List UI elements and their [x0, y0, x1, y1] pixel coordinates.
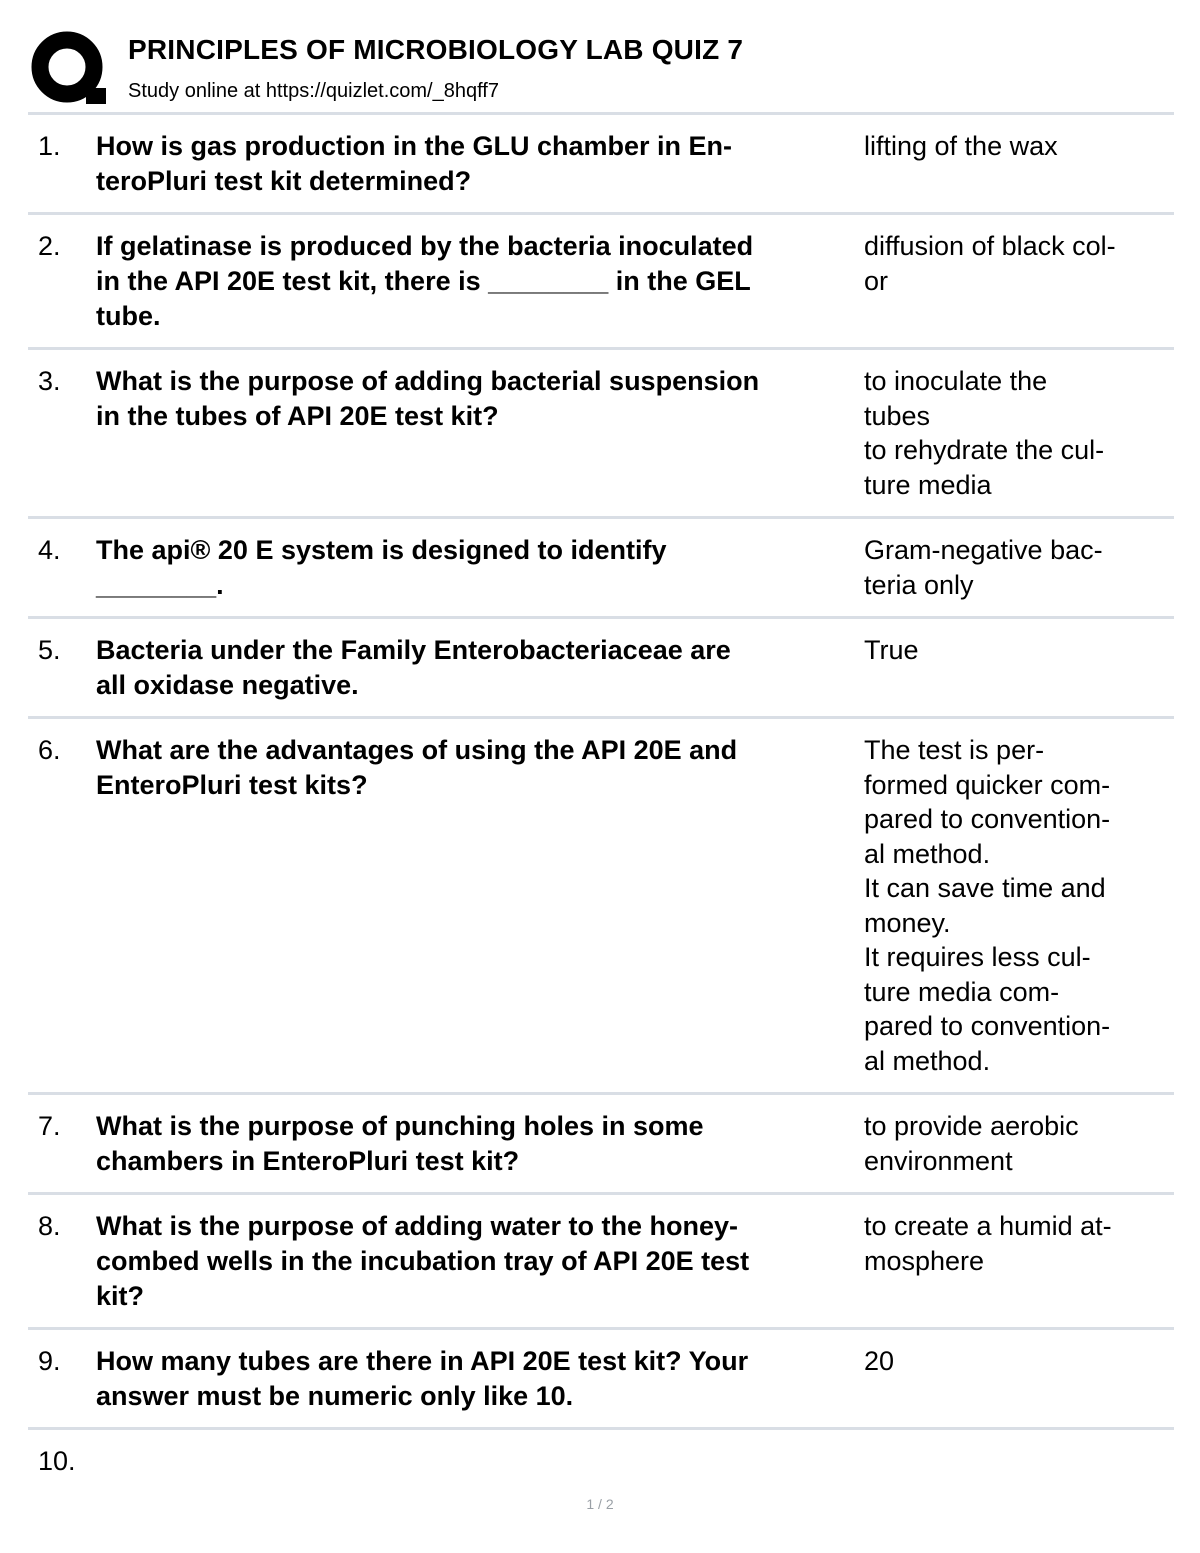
- answer-text: [864, 733, 1164, 1078]
- question-line: The api® 20 E system is designed to identify: [96, 535, 667, 565]
- question-text: [96, 633, 856, 703]
- answer-line: pared to convention-: [864, 1011, 1111, 1041]
- answer-line: It requires less cul-: [864, 942, 1091, 972]
- question-number: 7.: [38, 1111, 61, 1141]
- answer-line: al method.: [864, 1045, 991, 1076]
- answer-line: environment: [864, 1145, 1013, 1176]
- answer-line: to provide aerobic: [864, 1111, 1079, 1141]
- qa-row: [28, 516, 1174, 616]
- answer-line: diffusion of black col-: [864, 231, 1116, 261]
- answer-line: formed quicker com-: [864, 769, 1111, 800]
- question-line: What are the advantages of using the API 20E and: [96, 735, 738, 765]
- question-line: ________.: [96, 570, 224, 600]
- answer-text: [864, 129, 1164, 164]
- answer-text: [864, 364, 1164, 502]
- answer-line: ture media com-: [864, 976, 1060, 1007]
- question-line: If gelatinase is produced by the bacteria inoculated: [96, 231, 754, 261]
- answer-text: [864, 1344, 1164, 1379]
- question-line: teroPluri test kit determined?: [96, 166, 472, 196]
- question-number: 6.: [38, 735, 61, 765]
- qa-row: [28, 1092, 1174, 1192]
- qa-row: [28, 1192, 1174, 1327]
- qa-row: [28, 347, 1174, 516]
- answer-text: [864, 533, 1164, 602]
- page-number: 1 / 2: [586, 1496, 614, 1512]
- answer-line: Gram-negative bac-: [864, 535, 1103, 565]
- question-line: kit?: [96, 1281, 145, 1311]
- question-number: 2.: [38, 231, 61, 261]
- question-number: 3.: [38, 366, 61, 396]
- qa-row: [28, 1327, 1174, 1427]
- answer-line: lifting of the wax: [864, 131, 1058, 161]
- page-title: PRINCIPLES OF MICROBIOLOGY LAB QUIZ 7: [128, 34, 744, 65]
- question-text: [96, 229, 856, 334]
- answer-line: or: [864, 265, 889, 296]
- answer-line: al method.: [864, 838, 991, 869]
- answer-line: The test is per-: [864, 735, 1045, 765]
- qa-row: [28, 1427, 1174, 1507]
- answer-line: mosphere: [864, 1245, 985, 1276]
- question-line: in the tubes of API 20E test kit?: [96, 401, 499, 431]
- question-line: How many tubes are there in API 20E test kit? Your: [96, 1346, 749, 1376]
- question-line: How is gas production in the GLU chamber in En-: [96, 131, 733, 161]
- question-text: [96, 364, 856, 434]
- question-text: [96, 533, 856, 603]
- question-line: tube.: [96, 301, 161, 331]
- qa-row: [28, 616, 1174, 716]
- answer-text: [864, 633, 1164, 668]
- qa-row: [28, 112, 1174, 212]
- question-number: 9.: [38, 1346, 61, 1376]
- question-line: chambers in EnteroPluri test kit?: [96, 1146, 520, 1176]
- qa-row: [28, 716, 1174, 1092]
- answer-text: [864, 229, 1164, 298]
- answer-line: It can save time and: [864, 873, 1106, 903]
- answer-line: True: [864, 635, 919, 665]
- answer-line: to rehydrate the cul-: [864, 435, 1105, 465]
- answer-line: to create a humid at-: [864, 1211, 1112, 1241]
- question-line: combed wells in the incubation tray of API 20E test: [96, 1246, 750, 1276]
- question-line: in the API 20E test kit, there is ________ in the GEL: [96, 266, 751, 296]
- answer-line: money.: [864, 907, 951, 938]
- question-number: 4.: [38, 535, 61, 565]
- answer-line: teria only: [864, 569, 974, 600]
- question-line: Bacteria under the Family Enterobacteriaceae are: [96, 635, 731, 665]
- question-number: 5.: [38, 635, 61, 665]
- question-line: What is the purpose of adding bacterial suspension: [96, 366, 760, 396]
- qa-row: [28, 212, 1174, 347]
- question-text: [96, 129, 856, 199]
- answer-text: [864, 1109, 1164, 1178]
- question-text: [96, 1209, 856, 1314]
- question-number: 1.: [38, 131, 61, 161]
- answer-line: to inoculate the: [864, 366, 1048, 396]
- question-line: What is the purpose of adding water to the honey-: [96, 1211, 739, 1241]
- answer-line: pared to convention-: [864, 804, 1111, 834]
- qa-list: [28, 112, 1174, 1507]
- quizlet-logo-icon: [30, 30, 108, 106]
- answer-line: ture media: [864, 469, 992, 500]
- study-link[interactable]: Study online at https://quizlet.com/_8hqff7: [128, 80, 499, 102]
- question-number: 8.: [38, 1211, 61, 1241]
- question-line: EnteroPluri test kits?: [96, 770, 368, 800]
- question-text: [96, 1344, 856, 1414]
- answer-line: tubes: [864, 400, 931, 431]
- question-line: What is the purpose of punching holes in some: [96, 1111, 704, 1141]
- question-text: [96, 1109, 856, 1179]
- question-text: [96, 733, 856, 803]
- question-number: 10.: [38, 1446, 76, 1476]
- question-line: answer must be numeric only like 10.: [96, 1381, 574, 1411]
- answer-text: [864, 1209, 1164, 1278]
- question-line: all oxidase negative.: [96, 670, 359, 700]
- answer-line: 20: [864, 1346, 895, 1376]
